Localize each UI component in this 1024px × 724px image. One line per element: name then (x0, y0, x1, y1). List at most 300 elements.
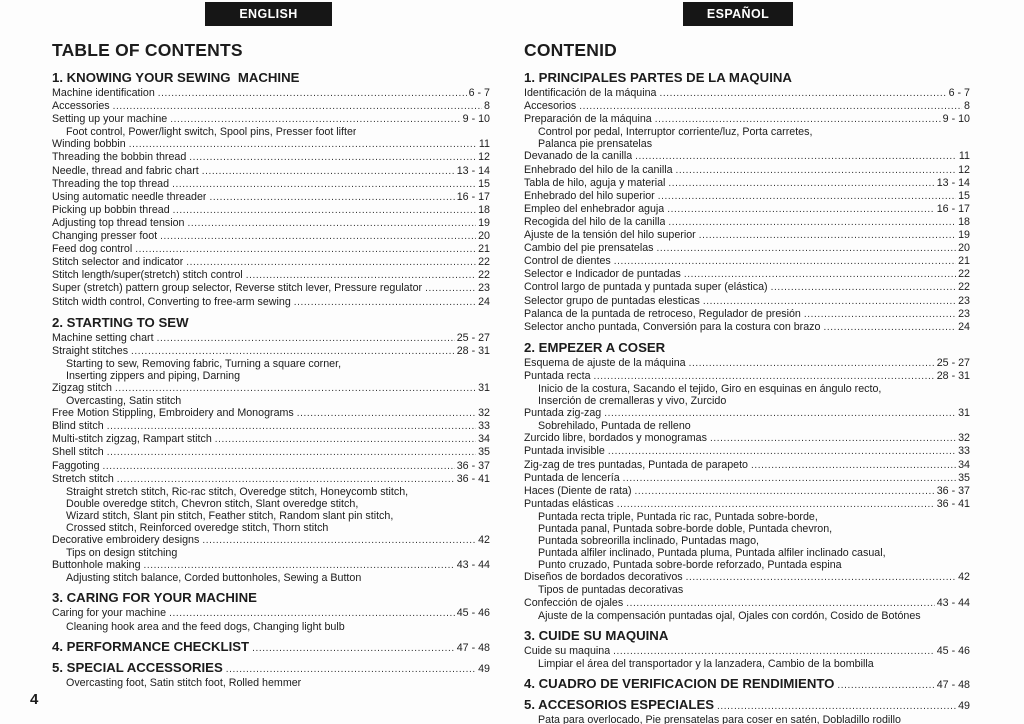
dot-leader (635, 150, 957, 163)
toc-entry (524, 584, 970, 596)
toc-entry-label: Super (stretch) pattern group selector, Reverse stitch lever, Pressure regulator (52, 282, 423, 295)
toc-entry-label: Control largo de puntada y puntada super (elástica) (524, 281, 768, 294)
toc-entry-label: Changing presser foot (52, 230, 158, 243)
dot-leader (635, 485, 935, 498)
dot-leader (226, 660, 476, 675)
section-heading: 3. CARING FOR YOUR MACHINE (52, 590, 257, 606)
toc-entry-page-range: 34 (478, 433, 490, 446)
toc-entry-page-range: 13 - 14 (936, 176, 970, 189)
toc-entry (524, 485, 970, 498)
toc-entry-label: Threading the top thread (52, 177, 170, 190)
toc-entry (524, 407, 970, 420)
toc-entry-label: Adjusting stitch balance, Corded buttonholes, Sewing a Button (66, 572, 362, 585)
dot-leader (215, 433, 476, 446)
toc-entry-label: Palanca pie prensatelas (538, 138, 653, 151)
toc-entry-page-range: 12 (958, 163, 970, 176)
toc-entry-page-range: 25 - 27 (936, 356, 970, 369)
toc-entry (524, 229, 970, 242)
dot-leader (297, 407, 476, 420)
dot-leader (676, 164, 957, 177)
toc-entry-page-range: 8 (484, 100, 490, 113)
toc-entry (524, 535, 970, 547)
toc-entry-label: Stitch selector and indicator (52, 256, 184, 269)
dot-leader (135, 243, 476, 256)
toc-entry (524, 395, 970, 407)
section-heading: 1. KNOWING YOUR SEWING MACHINE (52, 70, 300, 85)
toc-entry (52, 547, 490, 559)
toc-entry (52, 138, 490, 151)
toc-entry-label: Preparación de la máquina (524, 113, 652, 126)
dot-leader (202, 165, 455, 178)
toc-entry-label: Identificación de la máquina (524, 87, 657, 99)
toc-entry (524, 138, 970, 150)
toc-entry-page-range: 25 - 27 (456, 331, 490, 344)
toc-entry-page-range: 33 (478, 420, 490, 433)
toc-entry-page-range: 21 (478, 243, 490, 256)
toc-entry-label: Shell stitch (52, 446, 104, 459)
toc-entry-label: Caring for your machine (52, 607, 167, 620)
toc-entry-page-range: 20 (958, 242, 970, 255)
dot-leader (604, 407, 956, 420)
toc-entry (524, 645, 970, 658)
toc-entry-page-range: 35 (958, 471, 970, 484)
toc-entry (524, 100, 970, 113)
toc-entry (524, 610, 970, 622)
toc-entry-page-range: 22 (478, 269, 490, 282)
toc-entry-page-range: 34 (958, 458, 970, 471)
dot-leader (103, 460, 455, 473)
toc-entry (52, 395, 490, 407)
dot-leader (703, 295, 956, 308)
toc-entry-label: Free Motion Stippling, Embroidery and Monograms (52, 407, 294, 420)
toc-entry-page-range: 11 (958, 150, 970, 163)
dot-leader (699, 229, 956, 242)
toc-entry (524, 559, 970, 571)
toc-entry-label: Enhebrado del hilo superior (524, 189, 655, 202)
dot-leader (107, 446, 476, 459)
dot-leader (117, 473, 455, 486)
toc-entry-label: Blind stitch (52, 420, 104, 433)
english-sections (52, 70, 490, 689)
toc-entry (524, 308, 970, 321)
toc-entry-label: Zigzag stitch (52, 381, 112, 394)
toc-entry (52, 510, 490, 522)
toc-entry (524, 242, 970, 255)
toc-section (524, 628, 970, 670)
dot-leader (658, 190, 956, 203)
toc-entry-label: Faggoting (52, 459, 100, 472)
toc-entry-label: Winding bobbin (52, 138, 126, 151)
toc-entry (524, 255, 970, 268)
dot-leader (684, 268, 956, 281)
dot-leader (188, 217, 477, 230)
toc-entry-page-range: 28 - 31 (936, 369, 970, 382)
toc-entry (524, 714, 970, 724)
toc-entry-page-range: 18 (958, 215, 970, 228)
toc-entry (52, 473, 490, 486)
dot-leader (623, 472, 956, 485)
toc-entry (524, 281, 970, 294)
toc-entry-label: Decorative embroidery designs (52, 534, 200, 547)
spanish-sections (524, 70, 970, 724)
toc-entry-label: Esquema de ajuste de la máquina (524, 356, 686, 369)
toc-title-english: TABLE OF CONTENTS (52, 40, 243, 60)
toc-entry (52, 621, 490, 633)
dot-leader (751, 459, 956, 472)
toc-entry-label: Puntada invisible (524, 445, 605, 458)
toc-entry-label: Puntada zig-zag (524, 407, 602, 420)
toc-entry (524, 459, 970, 472)
section-heading-label: 5. ACCESORIOS ESPECIALES (524, 696, 715, 712)
toc-entry (52, 572, 490, 584)
page-number: 4 (30, 691, 39, 708)
toc-entry-label: Straight stretch stitch, Ric-rac stitch, Overedge stitch, Honeycomb stitch, (66, 485, 409, 498)
toc-entry-label: Ajuste de la compensación puntadas ojal, Ojales con cordón, Cosido de Botónes (538, 609, 921, 622)
toc-entry-label: Enhebrado del hilo de la canilla (524, 163, 673, 176)
toc-entry-label: Wizard stitch, Slant pin stitch, Feather stitch, Random slant pin stitch, (66, 509, 394, 522)
toc-entry-label: Using automatic needle threader (52, 190, 207, 203)
toc-entry (524, 113, 970, 126)
toc-entry-page-range: 43 - 44 (936, 596, 970, 609)
toc-entry-page-range: 42 (958, 571, 970, 584)
toc-entry-label: Picking up bobbin thread (52, 203, 170, 216)
toc-entry (52, 358, 490, 370)
toc-entry-page-range: 32 (958, 432, 970, 445)
toc-entry-label: Ajuste de la tensión del hilo superior (524, 229, 696, 242)
toc-entry-label: Cambio del pie prensatelas (524, 242, 654, 255)
toc-entry (524, 432, 970, 445)
toc-entry (52, 230, 490, 243)
toc-entry-page-range: 36 - 37 (456, 459, 490, 472)
dot-leader (823, 321, 956, 334)
toc-entry (524, 498, 970, 511)
toc-entry (524, 658, 970, 670)
language-tab-espanol: ESPAÑOL (683, 2, 793, 26)
dot-leader (668, 177, 934, 190)
dot-leader (115, 382, 476, 395)
toc-entry-label: Puntada sobreorilla inclinado, Puntadas mago, (538, 535, 760, 548)
section-page-range: 47 - 48 (936, 678, 970, 691)
toc-entry-label: Stitch width control, Converting to free-arm sewing (52, 295, 291, 308)
toc-entry-label: Accesorios (524, 100, 577, 113)
dot-leader (667, 203, 934, 216)
toc-entry (52, 345, 490, 358)
toc-section (52, 639, 490, 654)
toc-entry (524, 268, 970, 281)
dot-leader (594, 370, 935, 383)
dot-leader (131, 345, 455, 358)
toc-entry (524, 203, 970, 216)
toc-entry (52, 256, 490, 269)
toc-entry (524, 164, 970, 177)
toc-entry-label: Adjusting top thread tension (52, 216, 185, 229)
toc-entry (524, 547, 970, 559)
toc-entry-page-range: 9 - 10 (462, 113, 490, 126)
toc-entry-label: Puntada recta triple, Puntada ric rac, Puntada sobre-borde, (538, 510, 818, 523)
toc-entry-page-range: 6 - 7 (948, 87, 970, 99)
section-heading (524, 676, 970, 691)
toc-entry-label: Needle, thread and fabric chart (52, 164, 199, 177)
toc-entry (524, 571, 970, 584)
toc-entry-page-range: 28 - 31 (456, 344, 490, 357)
toc-entry-label: Cuide su maquina (524, 644, 611, 657)
toc-entry (52, 433, 490, 446)
toc-entry (52, 332, 490, 345)
toc-entry-page-range: 36 - 41 (936, 497, 970, 510)
toc-entry (52, 204, 490, 217)
section-heading (524, 697, 970, 712)
toc-entry (52, 522, 490, 534)
toc-entry (52, 370, 490, 382)
section-heading (52, 660, 490, 675)
toc-entry-label: Selector grupo de puntadas elesticas (524, 294, 700, 307)
dot-leader (626, 597, 934, 610)
toc-entry-label: Diseños de bordados decorativos (524, 571, 683, 584)
toc-entry-page-range: 15 (478, 177, 490, 190)
toc-entry (524, 190, 970, 203)
toc-entry-page-range: 22 (478, 256, 490, 269)
toc-entry-page-range: 9 - 10 (942, 113, 970, 126)
dot-leader (608, 445, 956, 458)
toc-entry-label: Confección de ojales (524, 596, 624, 609)
dot-leader (579, 100, 962, 113)
toc-entry (52, 498, 490, 510)
toc-entry-label: Control de dientes (524, 255, 611, 268)
section-heading: 2. EMPEZER A COSER (524, 339, 666, 355)
toc-entry-label: Tips on design stitching (66, 547, 178, 560)
toc-entry-label: Palanca de la puntada de retroceso, Regulador de presión (524, 307, 801, 320)
toc-section (524, 676, 970, 691)
toc-entry (52, 165, 490, 178)
toc-entry (52, 486, 490, 498)
toc-entry (524, 126, 970, 138)
toc-entry (52, 269, 490, 282)
toc-entry-page-range: 43 - 44 (456, 559, 490, 572)
toc-entry-label: Overcasting foot, Satin stitch foot, Rolled hemmer (66, 676, 302, 689)
toc-entry (52, 126, 490, 138)
toc-entry-label: Recogida del hilo de la canilla (524, 215, 666, 228)
toc-entry-page-range: 18 (478, 203, 490, 216)
toc-entry (52, 113, 490, 126)
toc-entry (52, 677, 490, 689)
dot-leader (660, 87, 947, 100)
toc-entry-label: Feed dog control (52, 243, 133, 256)
dot-leader (686, 571, 956, 584)
toc-title-espanol: CONTENID (524, 40, 617, 60)
toc-entry-page-range: 6 - 7 (468, 87, 490, 99)
toc-entry-page-range: 8 (964, 100, 970, 113)
spanish-column (524, 40, 970, 724)
toc-entry-page-range: 32 (478, 407, 490, 420)
toc-entry-page-range: 35 (478, 446, 490, 459)
toc-entry-page-range: 42 (478, 534, 490, 547)
toc-entry (52, 87, 490, 100)
toc-entry-label: Double overedge stitch, Chevron stitch, Slant overedge stitch, (66, 497, 359, 510)
toc-entry (524, 357, 970, 370)
toc-section (52, 660, 490, 689)
toc-entry-page-range: 31 (958, 407, 970, 420)
toc-entry (52, 407, 490, 420)
toc-entry (524, 321, 970, 334)
dot-leader (717, 697, 956, 712)
toc-entry-label: Tipos de puntadas decorativas (538, 584, 684, 597)
toc-entry-label: Punto cruzado, Puntada sobre-borde reforzado, Puntada espina (538, 559, 842, 572)
toc-entry (52, 178, 490, 191)
toc-entry-label: Tabla de hilo, aguja y material (524, 176, 666, 189)
toc-entry-page-range: 19 (478, 216, 490, 229)
toc-entry-page-range: 23 (958, 307, 970, 320)
toc-entry (524, 597, 970, 610)
toc-entry (52, 420, 490, 433)
toc-entry-page-range: 22 (958, 281, 970, 294)
dot-leader (157, 332, 455, 345)
toc-entry-label: Starting to sew, Removing fabric, Turning a square corner, (66, 357, 342, 370)
toc-entry (524, 295, 970, 308)
dot-leader (169, 607, 455, 620)
toc-entry-label: Selector e Indicador de puntadas (524, 268, 681, 281)
dot-leader (614, 255, 956, 268)
toc-section (524, 70, 970, 334)
toc-entry-page-range: 12 (478, 151, 490, 164)
toc-entry-label: Sobrehilado, Puntada de relleno (538, 420, 691, 433)
dot-leader (189, 151, 476, 164)
toc-entry (52, 460, 490, 473)
dot-leader (160, 230, 476, 243)
toc-entry-label: Buttonhole making (52, 559, 141, 572)
dot-leader (173, 204, 476, 217)
toc-entry-label: Pata para overlocado, Pie prensatelas para coser en satén, Dobladillo rodillo (538, 713, 901, 724)
toc-entry (52, 296, 490, 309)
toc-entry-label: Puntada de lencería (524, 471, 620, 484)
dot-leader (804, 308, 956, 321)
toc-entry-label: Puntada panal, Puntada sobre-borde doble, Puntada chevron, (538, 523, 833, 535)
toc-entry-label: Puntada recta (524, 369, 591, 382)
toc-entry-label: Threading the bobbin thread (52, 151, 187, 164)
section-heading-label: 5. SPECIAL ACCESSORIES (52, 659, 223, 675)
dot-leader (655, 113, 941, 126)
toc-entry (52, 382, 490, 395)
section-heading-label: 4. CUADRO DE VERIFICACION DE RENDIMIENTO (524, 675, 835, 691)
toc-entry-page-range: 20 (478, 230, 490, 243)
toc-entry (524, 472, 970, 485)
toc-entry-page-range: 45 - 46 (936, 644, 970, 657)
dot-leader (246, 269, 476, 282)
toc-entry-label: Empleo del enhebrador aguja (524, 202, 665, 215)
toc-entry (52, 151, 490, 164)
toc-section (52, 315, 490, 585)
dot-leader (668, 216, 956, 229)
section-heading: 1. PRINCIPALES PARTES DE LA MAQUINA (524, 70, 792, 85)
dot-leader (186, 256, 476, 269)
toc-entry-label: Zig-zag de tres puntadas, Puntada de parapeto (524, 458, 748, 471)
toc-entry-label: Haces (Diente de rata) (524, 484, 632, 497)
toc-entry-label: Multi-stitch zigzag, Rampart stitch (52, 433, 212, 446)
toc-entry (52, 282, 490, 295)
toc-section (524, 697, 970, 724)
toc-entry-page-range: 24 (478, 295, 490, 308)
dot-leader (129, 138, 477, 151)
dot-leader (158, 87, 467, 100)
toc-entry-page-range: 19 (958, 229, 970, 242)
dot-leader (771, 281, 957, 294)
toc-entry (52, 559, 490, 572)
dot-leader (202, 534, 476, 547)
toc-entry (52, 607, 490, 620)
section-page-range: 47 - 48 (456, 641, 490, 654)
section-heading (52, 639, 490, 654)
toc-entry (524, 150, 970, 163)
toc-entry-page-range: 13 - 14 (456, 164, 490, 177)
section-page-range: 49 (478, 662, 490, 675)
toc-entry-label: Foot control, Power/light switch, Spool pins, Presser foot lifter (66, 126, 357, 139)
dot-leader (837, 676, 934, 691)
toc-section (524, 340, 970, 622)
toc-entry-label: Stitch length/super(stretch) stitch control (52, 269, 243, 282)
toc-entry (52, 534, 490, 547)
toc-section (52, 70, 490, 309)
toc-section (52, 590, 490, 632)
toc-entry (524, 511, 970, 523)
toc-entry (52, 191, 490, 204)
toc-entry-label: Crossed stitch, Reinforced overedge stitch, Thorn stitch (66, 522, 329, 534)
toc-entry-page-range: 21 (958, 255, 970, 268)
toc-entry-page-range: 16 - 17 (456, 190, 490, 203)
toc-entry-page-range: 16 - 17 (936, 202, 970, 215)
toc-entry-label: Selector ancho puntada, Conversión para la costura con brazo (524, 320, 821, 333)
toc-entry (52, 243, 490, 256)
dot-leader (710, 432, 956, 445)
toc-entry (52, 446, 490, 459)
toc-entry-label: Overcasting, Satin stitch (66, 395, 182, 408)
dot-leader (617, 498, 935, 511)
toc-entry-page-range: 23 (958, 294, 970, 307)
language-tab-english: ENGLISH (205, 2, 332, 26)
toc-entry-page-range: 22 (958, 268, 970, 281)
toc-entry (524, 420, 970, 432)
toc-entry-label: Setting up your machine (52, 113, 168, 126)
toc-entry (524, 177, 970, 190)
toc-entry-page-range: 33 (958, 445, 970, 458)
toc-entry (524, 87, 970, 100)
toc-entry-label: Straight stitches (52, 344, 129, 357)
toc-entry-label: Puntada alfiler inclinado, Puntada pluma, Puntada alfiler inclinado casual, (538, 547, 886, 560)
dot-leader (613, 645, 935, 658)
toc-entry-label: Devanado de la canilla (524, 150, 633, 163)
toc-entry-label: Limpiar el área del transportador y la lanzadera, Cambio de la bombilla (538, 657, 874, 670)
toc-entry-label: Machine identification (52, 87, 155, 99)
toc-entry (524, 383, 970, 395)
toc-entry (52, 217, 490, 230)
toc-entry (524, 216, 970, 229)
toc-entry-page-range: 24 (958, 320, 970, 333)
toc-entry-page-range: 36 - 37 (936, 484, 970, 497)
toc-entry-page-range: 11 (478, 138, 490, 151)
section-heading-label: 4. PERFORMANCE CHECKLIST (52, 638, 250, 654)
section-heading: 3. CUIDE SU MAQUINA (524, 627, 669, 643)
toc-entry-label: Inicio de la costura, Sacando el tejido, Giro en esquinas en ángulo recto, (538, 382, 882, 395)
dot-leader (294, 296, 476, 309)
toc-entry-label: Accessories (52, 100, 110, 113)
toc-entry-label: Stretch stitch (52, 472, 114, 485)
toc-entry-label: Inserción de cremalleras y vivo, Zurcido (538, 395, 727, 408)
toc-entry-label: Inserting zippers and piping, Darning (66, 369, 241, 382)
toc-entry-label: Control por pedal, Interruptor corriente/luz, Porta carretes, (538, 126, 813, 139)
toc-entry-page-range: 23 (478, 282, 490, 295)
toc-entry-label: Cleaning hook area and the feed dogs, Changing light bulb (66, 620, 345, 633)
toc-entry-page-range: 15 (958, 189, 970, 202)
section-heading: 2. STARTING TO SEW (52, 314, 189, 330)
dot-leader (107, 420, 476, 433)
